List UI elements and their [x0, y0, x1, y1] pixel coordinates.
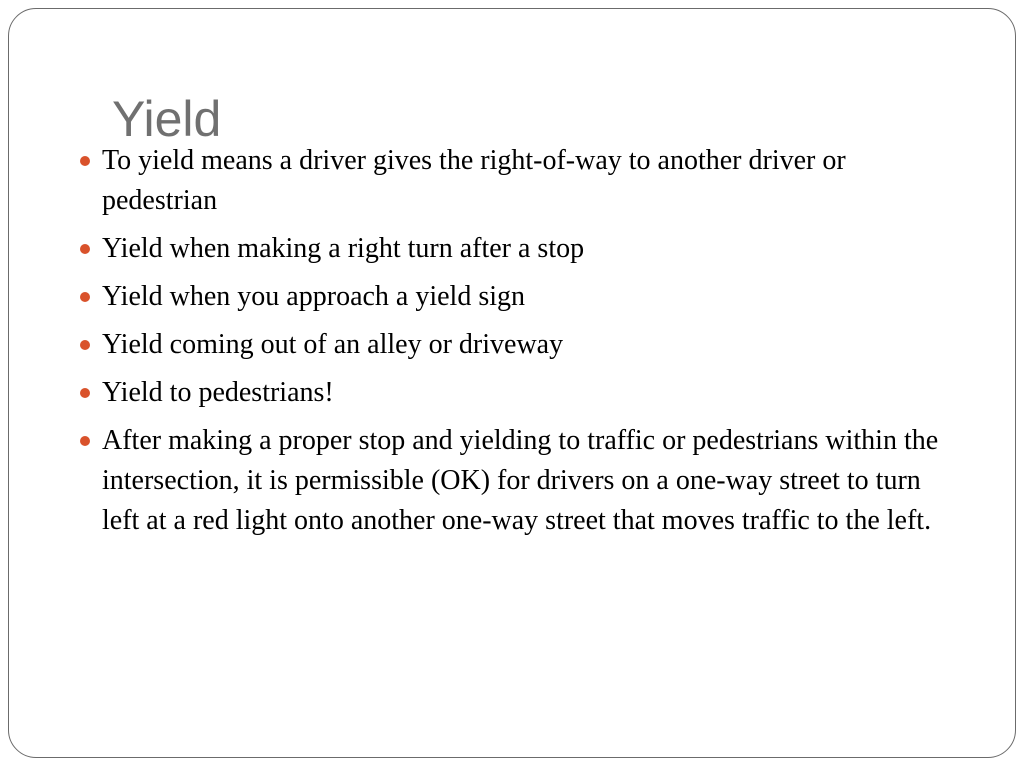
bullet-item [102, 277, 963, 317]
bullet-text: Yield coming out of an alley or driveway [102, 329, 564, 360]
bullet-dot-icon [80, 244, 90, 254]
bullet-dot-icon [80, 292, 90, 302]
bullet-dot-icon [80, 436, 90, 446]
bullet-item [102, 373, 963, 413]
bullet-text: After making a proper stop and yielding to traffic or pedestrians within the intersection, it is permissible (OK) for drivers on a one-way street to turn left at a red light onto another one-way street that moves traffic to the left. [102, 425, 939, 536]
bullet-text: Yield to pedestrians! [102, 377, 334, 408]
bullet-text: To yield means a driver gives the right-of-way to another driver or pedestrian [102, 145, 846, 216]
bullet-item [102, 325, 963, 365]
bullet-item [102, 421, 963, 541]
bullet-text: Yield when you approach a yield sign [102, 281, 526, 312]
bullet-dot-icon [80, 156, 90, 166]
bullet-dot-icon [80, 388, 90, 398]
bullet-list [93, 141, 963, 549]
slide-title: Yield [112, 91, 222, 147]
bullet-item [102, 141, 963, 221]
bullet-dot-icon [80, 340, 90, 350]
bullet-item [102, 229, 963, 269]
slide [8, 8, 1016, 758]
bullet-text: Yield when making a right turn after a stop [102, 233, 585, 264]
